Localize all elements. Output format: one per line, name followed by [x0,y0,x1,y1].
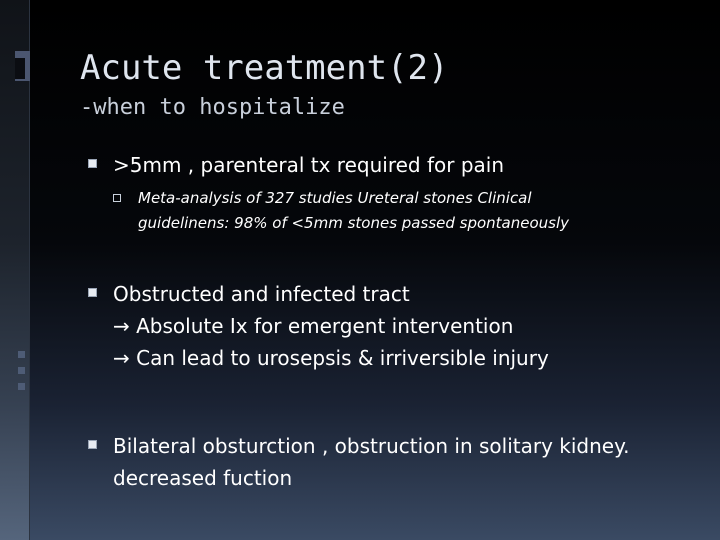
sub-bullet-item [113,186,569,236]
decorative-square-1 [18,351,25,358]
sub-bullet-text-line-1: Meta-analysis of 327 studies Ureteral stones Clinical [138,189,532,207]
bullet-text: Obstructed and infected tract [113,282,410,306]
title-accent-square-inner [15,58,25,79]
decorative-square-2 [18,367,25,374]
bullet-item-2 [88,278,549,374]
strip-divider-line [29,0,30,540]
left-decorative-strip [0,0,29,540]
bullet-continuation-line: → Can lead to urosepsis & irriversible injury [113,346,549,370]
bullet-icon [88,159,97,168]
sub-bullet-icon [113,194,121,202]
bullet-line [88,278,549,310]
bullet-item-3 [88,430,629,494]
slide-title: Acute treatment(2) [80,48,449,88]
bullet-text: Bilateral obsturction , obstruction in solitary kidney. [113,434,630,458]
sub-bullet-text-line-2: guidelinens: 98% of <5mm stones passed spontaneously [138,214,570,232]
bullet-icon [88,440,97,449]
bullet-continuation-line: → Absolute Ix for emergent intervention [113,314,514,338]
bullet-item-1 [88,149,504,181]
bullet-continuation-line: decreased fuction [113,466,293,490]
bullet-line [88,430,629,462]
decorative-square-3 [18,383,25,390]
bullet-text: >5mm , parenteral tx required for pain [113,153,505,177]
bullet-line [88,149,504,181]
bullet-icon [88,288,97,297]
slide-subtitle: -when to hospitalize [80,95,345,120]
